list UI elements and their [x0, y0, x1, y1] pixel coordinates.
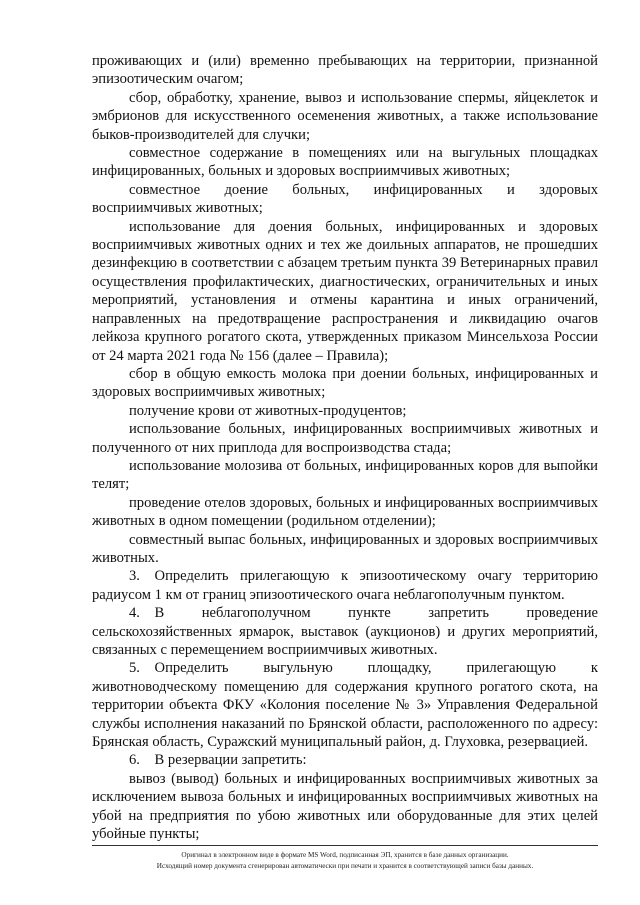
paragraph-export-ban: вывоз (вывод) больных и инфицированных восприимчивых животных за исключением вывоза больных и инфицированных восприимчивых животных на убой на предприятия по убою животных или оборудованные для этих целей убойные пункты; [92, 770, 598, 843]
paragraph-continuation: проживающих и (или) временно пребывающих на территории, признанной эпизоотическим очагом; [92, 53, 598, 88]
paragraph-joint-milking: совместное доение больных, инфицированных и здоровых восприимчивых животных; [92, 181, 598, 217]
paragraph-colostrum: использование молозива от больных, инфицированных коров для выпойки телят; [92, 457, 598, 493]
document-footer [92, 845, 598, 871]
paragraph-item-3: 3. Определить прилегающую к эпизоотическому очагу территорию радиусом 1 км от границ эпизоотического очага неблагополучным пунктом. [92, 568, 598, 603]
paragraph-joint-housing: совместное содержание в помещениях или на выгульных площадках инфицированных, больных и здоровых восприимчивых животных; [92, 145, 598, 180]
document-body [92, 52, 598, 843]
footer-line-outgoing-number: Исходящий номер документа сгенерирован автоматически при печати и хранится в соответствующей записи базы данных. [156, 861, 534, 870]
paragraph-milking-equipment: использование для доения больных, инфицированных и здоровых восприимчивых животных одних и тех же доильных аппаратов, не прошедших дезинфекцию в соответствии с абзацем третьим пункта 39 Ветеринарных правил осуществления профилактических, диагностических, ограничительных и иных мероприятий, установления и отмены карантина и иных ограничений, направленных на предотвращение распространения и ликвидацию очагов лейкоза крупного рогатого скота, утвержденных приказом Минсельхоза России от 24 марта 2021 года № 156 (далее – Правила); [92, 218, 598, 364]
paragraph-calving: проведение отелов здоровых, больных и инфицированных восприимчивых животных в одном помещении (родильном отделении); [92, 494, 598, 530]
paragraph-item-6: 6. В резервации запретить: [129, 752, 307, 769]
paragraph-semen-collection: сбор, обработку, хранение, вывоз и использование спермы, яйцеклеток и эмбрионов для искусственного осеменения животных, а также использование быков-производителей для случки; [92, 89, 598, 143]
paragraph-blood-collection: получение крови от животных-продуцентов; [129, 402, 407, 419]
footer-line-original: Оригинал в электронном виде в формате MS Word, подписанная ЭП, хранится в базе данных организации. [181, 851, 509, 859]
paragraph-item-4: 4. В неблагополучном пункте запретить проведение сельскохозяйственных ярмарок, выставок (аукционов) и других мероприятий, связанных с перемещением восприимчивых животных. [92, 605, 598, 658]
paragraph-reproduction: использование больных, инфицированных восприимчивых животных и полученного от них приплода для воспроизводства стада; [92, 421, 598, 456]
paragraph-item-5: 5. Определить выгульную площадку, прилегающую к животноводческому помещению для содержания крупного рогатого скота, на территории объекта ФКУ «Колония поселение № 3» Управления Федеральной службы исполнения наказаний по Брянской области, расположенного по адресу: Брянская область, Суражский муниципальный район, д. Глуховка, резервацией. [92, 660, 598, 751]
paragraph-grazing: совместный выпас больных, инфицированных и здоровых восприимчивых животных. [92, 531, 598, 566]
paragraph-milk-collection: сбор в общую емкость молока при доении больных, инфицированных и здоровых восприимчивых животных; [92, 365, 598, 401]
